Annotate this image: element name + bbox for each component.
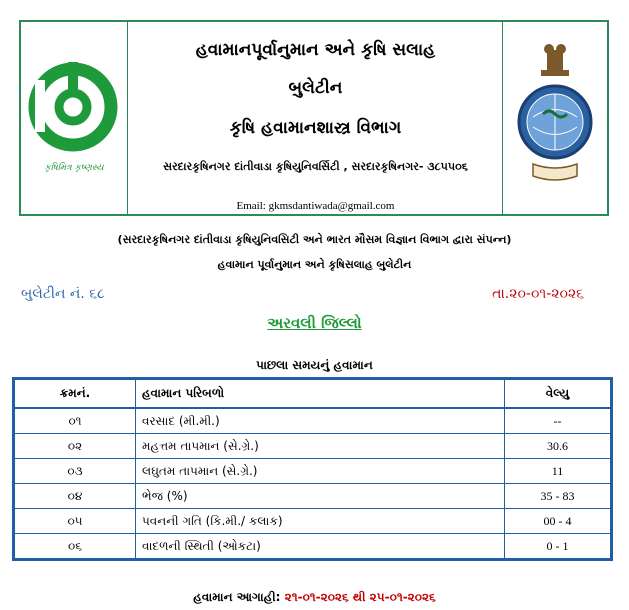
row-serial: ૦૬ — [14, 534, 136, 560]
row-value: -- — [505, 408, 612, 434]
row-value: 11 — [505, 459, 612, 484]
row-parameter: વરસાદ (મી.મી.) — [136, 408, 505, 434]
row-parameter: લઘુતમ તાપમાન (સે.ગ્રે.) — [136, 459, 505, 484]
table-row — [14, 509, 612, 534]
imd-emblem — [502, 22, 607, 214]
header-title-line2: બુલેટીન — [288, 78, 343, 98]
district-name: અરવલી જિલ્લો — [267, 314, 362, 332]
table-row — [14, 484, 612, 509]
weather-table — [12, 377, 613, 561]
table-row — [14, 408, 612, 434]
row-serial: ૦૩ — [14, 459, 136, 484]
column-header-serial: ક્રમનં. — [14, 379, 136, 409]
row-value: 30.6 — [505, 434, 612, 459]
header-title-line1: હવામાનપૂર્વાનુમાન અને કૃષિ સલાહ — [195, 40, 436, 60]
header-title-line3: કૃષિ હવામાનશાસ્ત્ર વિભાગ — [229, 118, 402, 138]
table-row — [14, 534, 612, 560]
forecast-line — [0, 590, 629, 605]
imd-emblem-icon — [503, 22, 607, 214]
row-parameter: ભેજ (%) — [136, 484, 505, 509]
forecast-label: હવામાન આગાહી: — [193, 590, 281, 604]
row-value: 35 - 83 — [505, 484, 612, 509]
header-box — [19, 20, 609, 216]
row-value: 00 - 4 — [505, 509, 612, 534]
row-parameter: પવનની ગતિ (કિ.મી./ કલાક) — [136, 509, 505, 534]
university-logo — [21, 22, 128, 214]
table-row — [14, 434, 612, 459]
bulletin-number: બુલેટીન નં. ૬૮ — [21, 286, 105, 302]
header-title-block — [128, 22, 503, 214]
row-serial: ૦૧ — [14, 408, 136, 434]
row-value: 0 - 1 — [505, 534, 612, 560]
district-title — [0, 314, 629, 332]
row-serial: ૦૨ — [14, 434, 136, 459]
row-parameter: મહત્તમ તાપમાન (સે.ગ્રે.) — [136, 434, 505, 459]
header-email: Email: gkmsdantiwada@gmail.com — [236, 200, 395, 212]
logo-text: કૃષિમિત્ર કૃષ્ણસ્ય — [44, 163, 104, 173]
forecast-range: ૨૧-૦૧-૨૦૨૬ થી ૨૫-૦૧-૨૦૨૬ — [284, 590, 436, 604]
header-address: સરદારકૃષિનગર દાંતીવાડા કૃષિયુનિવર્સિટી , સરદારકૃષિનગર- ૩૮૫૫૦૬ — [163, 160, 468, 173]
table-header-row — [14, 379, 612, 409]
university-logo-icon — [21, 22, 127, 214]
bulletin-date: તા.૨૦-૦૧-૨૦૨૬ — [492, 286, 584, 302]
column-header-parameter: હવામાન પરિબળો — [136, 379, 505, 409]
info-line: (સરદારકૃષિનગર દાંતીવાડા કૃષિયુનિવસિટી અને ભારત મૌસમ વિજ્ઞાન વિભાગ દ્વારા સંપન્ન) — [117, 233, 512, 246]
section-title: પાછલા સમયનું હવામાન — [256, 358, 373, 372]
subtitle: હવામાન પૂર્વાનુમાન અને કૃષિસલાહ બુલેટીન — [217, 258, 412, 271]
row-serial: ૦૪ — [14, 484, 136, 509]
row-parameter: વાદળની સ્થિતી (ઓકટા) — [136, 534, 505, 560]
column-header-value: વેલ્યુ — [505, 379, 612, 409]
table-row — [14, 459, 612, 484]
row-serial: ૦૫ — [14, 509, 136, 534]
